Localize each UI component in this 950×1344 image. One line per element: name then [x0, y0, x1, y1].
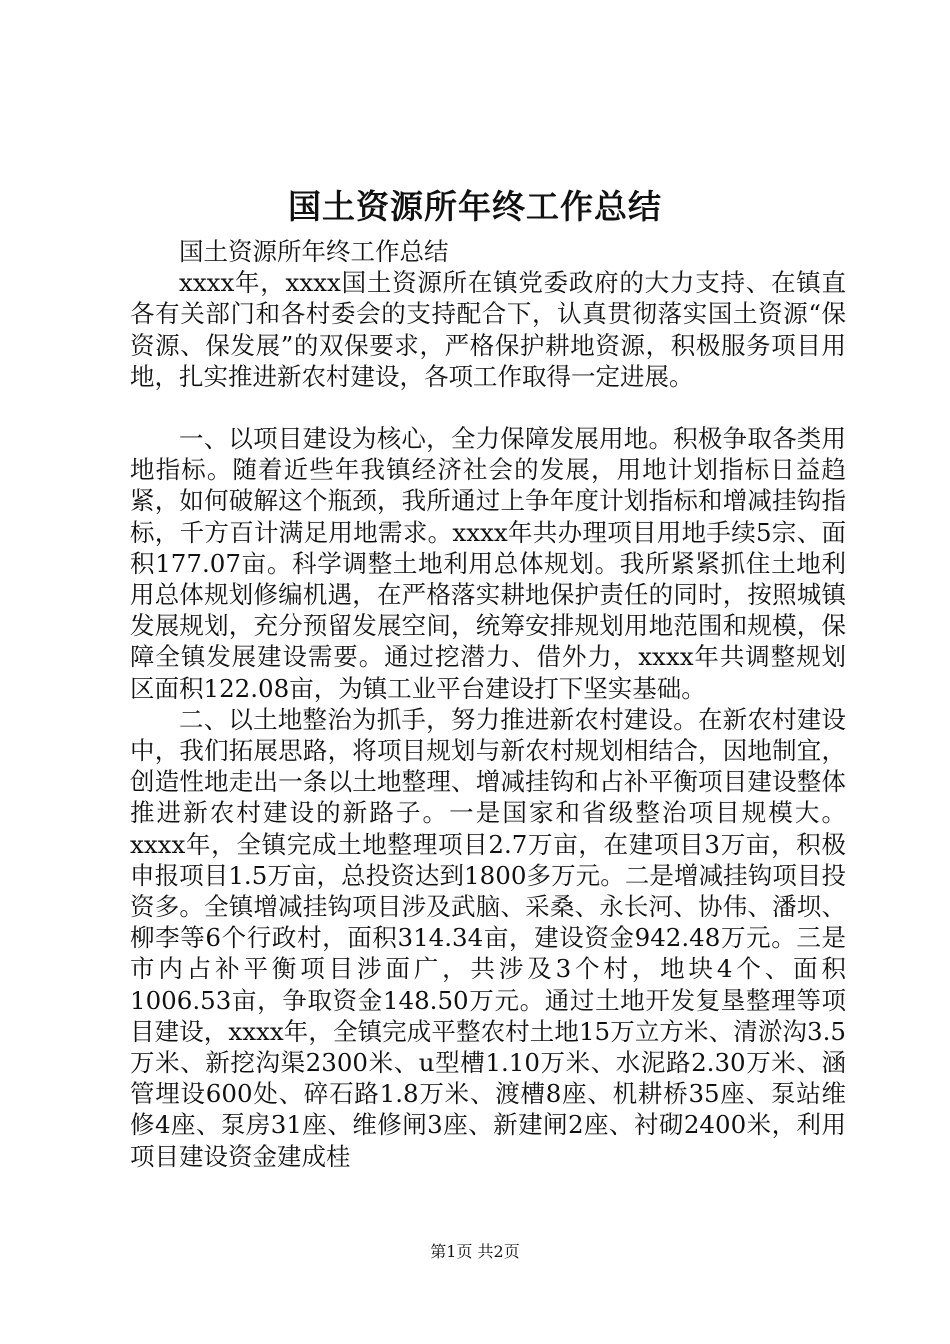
paragraph-spacer [130, 392, 846, 423]
document-body [130, 236, 846, 1172]
document-subtitle: 国土资源所年终工作总结 [179, 237, 449, 266]
paragraph-section-1: 一、以项目建设为核心，全力保障发展用地。积极争取各类用地指标。随着近些年我镇经济社会的发展，用地计划指标日益趋紧，如何破解这个瓶颈，我所通过上争年度计划指标和增减挂钩指标，千方百计满足用地需求。xxxx年共办理项目用地手续5宗、面积177.07亩。科学调整土地利用总体规划。我所紧紧抓住土地利用总体规划修编机遇，在严格落实耕地保护责任的同时，按照城镇发展规划，充分预留发展空间，统筹安排规划用地范围和规模，保障全镇发展建设需要。通过挖潜力、借外力，xxxx年共调整规划区面积122.08亩，为镇工业平台建设打下坚实基础。 [130, 424, 846, 703]
document-title: 国土资源所年终工作总结 [288, 187, 662, 226]
paragraph-intro: xxxx年，xxxx国土资源所在镇党委政府的大力支持、在镇直各有关部门和各村委会的支持配合下，认真贯彻落实国土资源“保资源、保发展”的双保要求，严格保护耕地资源，积极服务项目用地，扎实推进新农村建设，各项工作取得一定进展。 [130, 268, 846, 391]
paragraph-section-2: 二、以土地整治为抓手，努力推进新农村建设。在新农村建设中，我们拓展思路，将项目规划与新农村规划相结合，因地制宜，创造性地走出一条以土地整理、增减挂钩和占补平衡项目建设整体推进新农村建设的新路子。一是国家和省级整治项目规模大。xxxx年，全镇完成土地整理项目2.7万亩，在建项目3万亩，积极申报项目1.5万亩，总投资达到1800多万元。二是增减挂钩项目投资多。全镇增减挂钩项目涉及武脑、采桑、永长河、协伟、潘坝、柳李等6个行政村，面积314.34亩，建设资金942.48万元。三是市内占补平衡项目涉面广，共涉及3个村，地块4个、面积1006.53亩，争取资金148.50万元。通过土地开发复垦整理等项目建设，xxxx年，全镇完成平整农村土地15万立方米、清淤沟3.5万米、新挖沟渠2300米、u型槽1.10万米、水泥路2.30万米、涵管埋设600处、碎石路1.8万米、渡槽8座、机耕桥35座、泵站维修4座、泵房31座、维修闸3座、新建闸2座、衬砌2400米，利用项目建设资金建成桂 [130, 704, 846, 1171]
page-number-footer: 第1页 共2页 [430, 1242, 520, 1261]
